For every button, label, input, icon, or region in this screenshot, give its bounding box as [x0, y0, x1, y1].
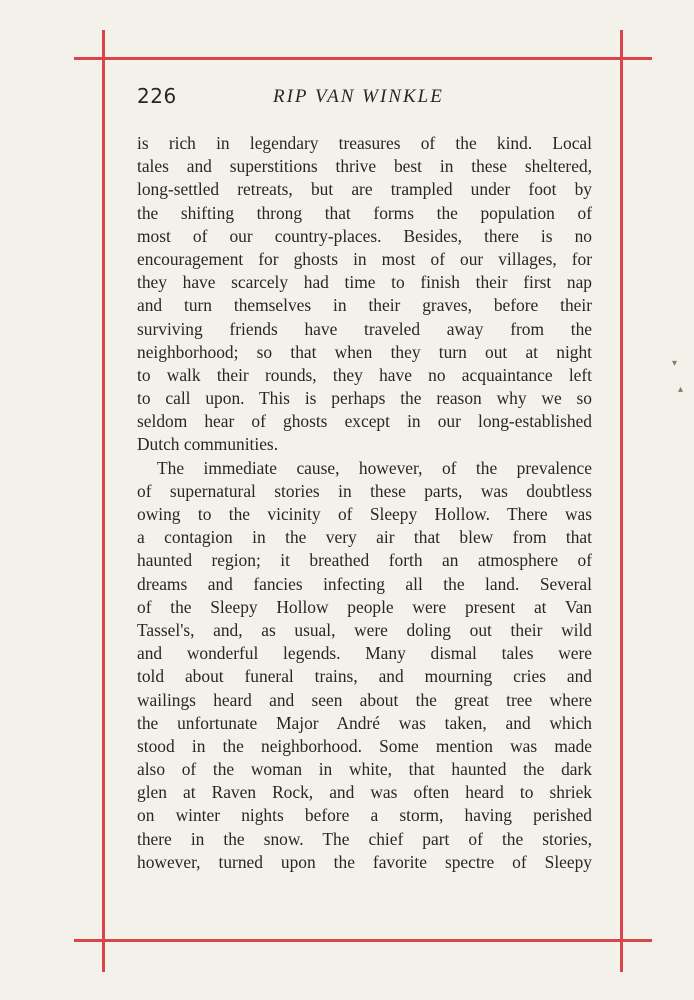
- border-rule-left: [102, 30, 105, 972]
- margin-speck: ▾: [672, 358, 678, 369]
- text-line: on winter nights before a storm, having perished: [137, 805, 592, 826]
- text-line: Tassel's, and, as usual, were doling out their wild: [137, 619, 592, 640]
- text-line: and turn themselves in their graves, before their: [137, 295, 592, 316]
- margin-speck: ▴: [678, 384, 684, 395]
- page-header: [137, 84, 595, 114]
- text-line: glen at Raven Rock, and was often heard to shriek: [137, 782, 592, 803]
- text-line: of the Sleepy Hollow people were present at Van: [137, 596, 592, 617]
- border-rule-top: [74, 57, 652, 60]
- text-line: surviving friends have traveled away from the: [137, 318, 592, 339]
- text-line: to walk their rounds, they have no acquaintance left: [137, 364, 592, 385]
- text-line: The immediate cause, however, of the prevalence: [157, 457, 592, 478]
- border-rule-right: [620, 30, 623, 972]
- body-text: [137, 132, 592, 874]
- text-line: haunted region; it breathed forth an atmosphere of: [137, 550, 592, 571]
- text-line: they have scarcely had time to finish their first nap: [137, 272, 592, 293]
- text-line: a contagion in the very air that blew from that: [137, 527, 592, 548]
- text-line: there in the snow. The chief part of the stories,: [137, 828, 592, 849]
- text-line: owing to the vicinity of Sleepy Hollow. There was: [137, 504, 592, 524]
- text-line: long-settled retreats, but are trampled under foot by: [137, 179, 592, 200]
- text-line: the shifting throng that forms the population of: [137, 202, 592, 223]
- border-rule-bottom: [74, 939, 652, 942]
- text-line: to call upon. This is perhaps the reason why we so: [137, 388, 592, 409]
- paragraph: [137, 457, 592, 874]
- text-line: stood in the neighborhood. Some mention was made: [137, 735, 592, 756]
- text-line: of supernatural stories in these parts, was doubtless: [137, 480, 592, 501]
- text-line: the unfortunate Major André was taken, and which: [137, 712, 592, 733]
- text-line: also of the woman in white, that haunted the dark: [137, 759, 592, 780]
- paragraph: [137, 132, 592, 457]
- text-line: wailings heard and seen about the great tree where: [137, 689, 592, 710]
- text-line: Dutch communities.: [137, 434, 279, 455]
- text-line: tales and superstitions thrive best in these sheltered,: [137, 156, 592, 177]
- text-line: and wonderful legends. Many dismal tales were: [137, 643, 592, 664]
- page-number: 226: [137, 84, 177, 108]
- text-line: is rich in legendary treasures of the kind. Local: [137, 133, 592, 153]
- text-line: encouragement for ghosts in most of our villages, for: [137, 248, 592, 269]
- text-line: dreams and fancies infecting all the land. Several: [137, 573, 592, 594]
- text-line: however, turned upon the favorite spectre of Sleepy: [137, 851, 592, 872]
- text-line: neighborhood; so that when they turn out at night: [137, 341, 592, 362]
- running-title: RIP VAN WINKLE: [273, 86, 444, 107]
- text-line: seldom hear of ghosts except in our long-established: [137, 411, 592, 432]
- text-line: most of our country-places. Besides, there is no: [137, 225, 592, 246]
- text-line: told about funeral trains, and mourning cries and: [137, 666, 592, 687]
